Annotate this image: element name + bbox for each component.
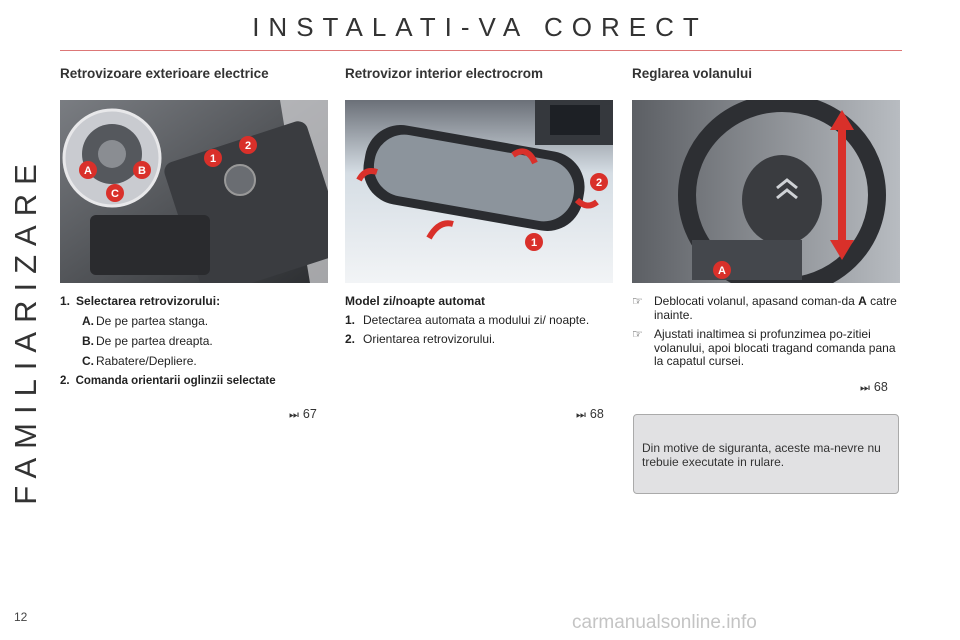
svg-text:2: 2: [244, 140, 252, 152]
side-section-title: FAMILIARIZARE: [8, 155, 44, 505]
section-steering-wheel: [632, 66, 902, 375]
section-heading: Retrovizor interior electrocrom: [345, 66, 544, 81]
list-item: B. De pe partea dreapta.: [82, 334, 213, 348]
mirror-info: [345, 293, 615, 347]
title-divider: [60, 50, 902, 51]
steering-instructions: [632, 295, 902, 369]
svg-text:B: B: [138, 165, 146, 177]
list-item: ☞ Deblocati volanul, apasand coman-da A catre inainte.: [632, 294, 897, 322]
forward-arrow-icon: ⏭: [289, 409, 299, 421]
mirror-list: [60, 293, 330, 389]
forward-arrow-icon: ⏭: [576, 409, 586, 421]
svg-text:2: 2: [595, 177, 603, 189]
svg-text:A: A: [718, 265, 726, 277]
hand-pointer-icon: ☞: [632, 327, 643, 341]
list-item: 2. Orientarea retrovizorului.: [345, 332, 496, 346]
page-title: INSTALATI-VA CORECT: [252, 12, 708, 42]
list-item: 1. Detectarea automata a modului zi/ noapte.: [345, 313, 590, 327]
svg-text:1: 1: [209, 153, 217, 165]
rearview-mirror-photo: [345, 100, 613, 283]
section-exterior-mirrors: [60, 66, 330, 389]
page-reference[interactable]: ⏭ 68: [860, 380, 888, 394]
safety-note: Din motive de siguranta, aceste ma-nevre nu trebuie executate in rulare.: [633, 414, 899, 494]
list-item: ☞ Ajustati inaltimea si profunzimea po-zitiei volanului, apoi blocati tragand comanda pana la capatul cursei.: [632, 327, 896, 368]
section-heading: Retrovizoare exterioare electrice: [60, 66, 269, 81]
door-controls-photo: [60, 100, 328, 283]
page-reference[interactable]: ⏭ 67: [289, 407, 317, 421]
section-heading: Reglarea volanului: [632, 66, 753, 81]
steering-wheel-photo: [632, 100, 900, 283]
svg-text:C: C: [111, 188, 119, 200]
forward-arrow-icon: ⏭: [860, 382, 870, 394]
subheading: Model zi/noapte automat: [345, 294, 486, 308]
svg-text:A: A: [84, 165, 92, 177]
list-item: 1. Selectarea retrovizorului:: [60, 294, 221, 308]
list-item: C. Rabatere/Depliere.: [82, 354, 197, 368]
list-item: A. De pe partea stanga.: [82, 314, 209, 328]
section-interior-mirror: [345, 66, 615, 347]
page-number: 12: [14, 610, 28, 624]
hand-pointer-icon: ☞: [632, 294, 643, 308]
svg-text:1: 1: [530, 237, 538, 249]
watermark: carmanualsonline.info: [572, 612, 757, 633]
page-reference[interactable]: ⏭ 68: [576, 407, 604, 421]
list-item: 2. Comanda orientarii oglinzii selectate: [60, 375, 276, 387]
